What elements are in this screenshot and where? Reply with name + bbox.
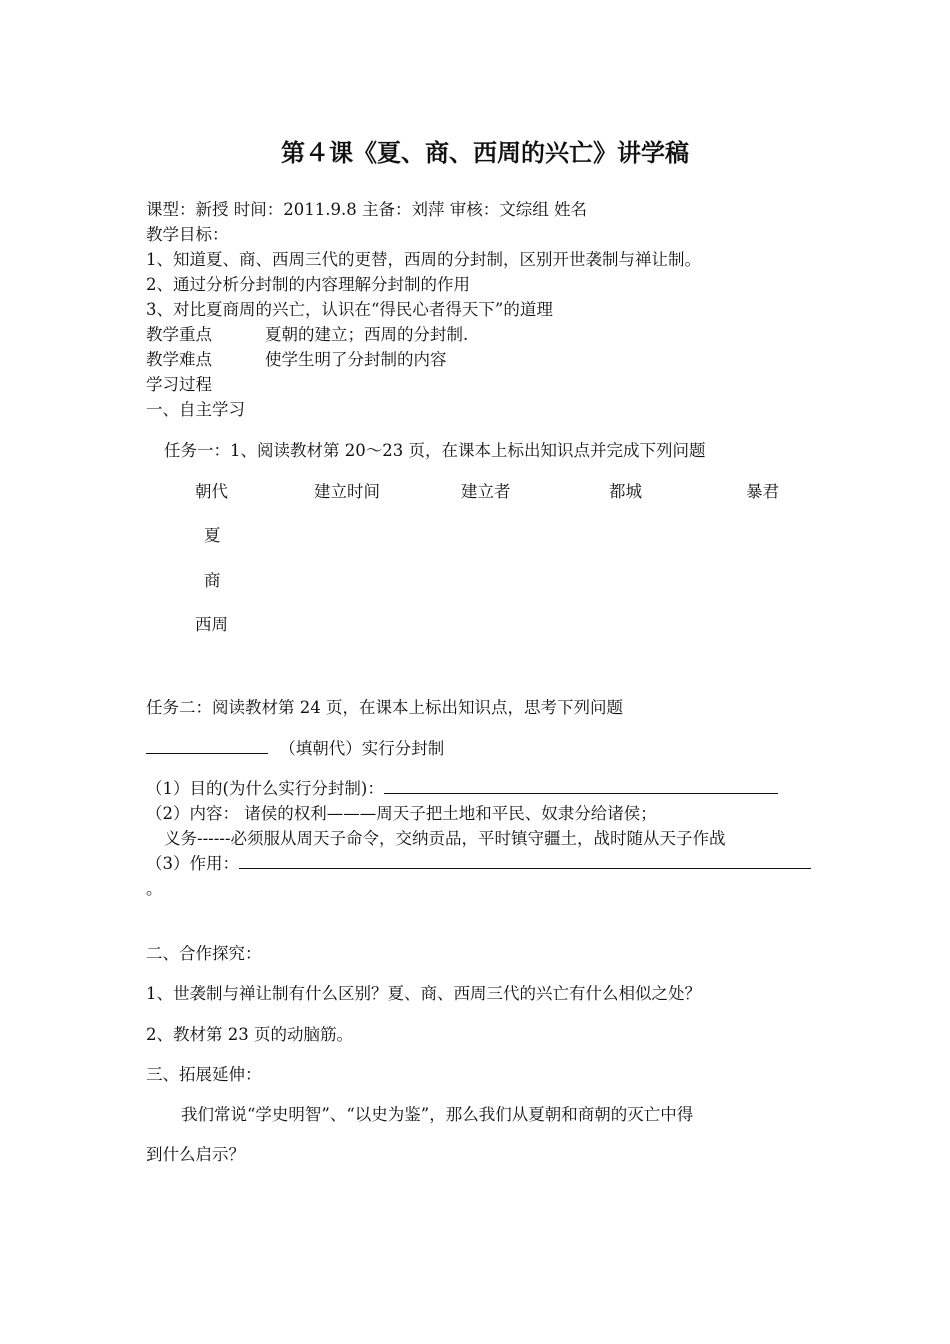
table-row-label: 西周 <box>195 615 228 634</box>
effect-end: 。 <box>146 879 163 898</box>
fill-line <box>146 735 444 759</box>
key-point-label: 教学重点 <box>146 325 212 344</box>
process-heading: 学习过程 <box>146 375 212 394</box>
objective-item: 1、知道夏、商、西周三代的更替，西周的分封制，区别开世袭制与禅让制。 <box>146 250 701 269</box>
difficulty-label: 教学难点 <box>146 350 212 369</box>
question-effect <box>146 850 811 874</box>
key-point-text: 夏朝的建立；西周的分封制. <box>265 325 469 344</box>
dynasty-blank[interactable] <box>146 735 268 754</box>
purpose-blank[interactable] <box>384 775 778 794</box>
question-content-duty: 义务------必须服从周天子命令，交纳贡品，平时镇守疆土，战时随从天子作战 <box>164 829 726 848</box>
table-header: 朝代 <box>195 482 228 501</box>
task2-text: 任务二：阅读教材第 24 页，在课本上标出知识点，思考下列问题 <box>146 698 623 717</box>
section2-heading: 二、合作探究： <box>146 944 262 963</box>
table-header: 都城 <box>609 482 642 501</box>
question-purpose <box>146 775 778 799</box>
objectives-heading: 教学目标： <box>146 225 229 244</box>
effect-blank[interactable] <box>239 850 811 869</box>
question-effect-label: （3）作用： <box>146 854 239 873</box>
table-row-label: 商 <box>204 571 221 590</box>
table-header: 暴君 <box>746 482 779 501</box>
section3-heading: 三、拓展延伸： <box>146 1065 262 1084</box>
section3-paragraph: 我们常说“学史明智”、“以史为鉴”，那么我们从夏朝和商朝的灭亡中得 <box>181 1105 694 1124</box>
section2-item: 2、教材第 23 页的动脑筋。 <box>146 1025 353 1044</box>
question-content: （2）内容： 诸侯的权利———周天子把土地和平民、奴隶分给诸侯； <box>146 804 657 823</box>
objective-item: 3、对比夏商周的兴亡，认识在“得民心者得天下”的道理 <box>146 300 553 319</box>
section3-paragraph-cont: 到什么启示？ <box>146 1145 245 1164</box>
table-header: 建立者 <box>461 482 511 501</box>
difficulty-text: 使学生明了分封制的内容 <box>265 350 447 369</box>
table-header: 建立时间 <box>314 482 380 501</box>
fill-suffix: （填朝代）实行分封制 <box>279 739 445 758</box>
page-title: 第４课《夏、商、西周的兴亡》讲学稿 <box>281 139 689 167</box>
question-purpose-label: （1）目的(为什么实行分封制)： <box>146 779 384 798</box>
section1-heading: 一、自主学习 <box>146 400 245 419</box>
objective-item: 2、通过分析分封制的内容理解分封制的作用 <box>146 275 470 294</box>
table-row-label: 夏 <box>204 526 221 545</box>
task1-text: 任务一：1、阅读教材第 20～23 页，在课本上标出知识点并完成下列问题 <box>164 441 706 460</box>
section2-item: 1、世袭制与禅让制有什么区别？夏、商、西周三代的兴亡有什么相似之处？ <box>146 984 701 1003</box>
meta-line: 课型：新授 时间：2011.9.8 主备：刘萍 审核：文综组 姓名 <box>146 200 587 219</box>
